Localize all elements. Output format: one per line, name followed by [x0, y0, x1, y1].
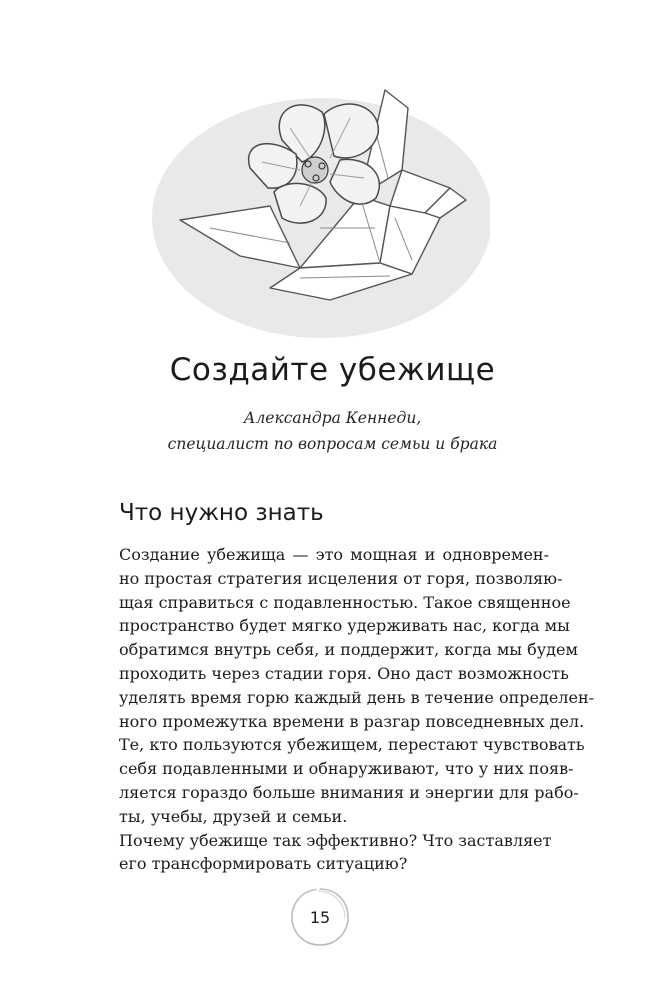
text-line: но простая стратегия исцеления от горя, позволяю- — [119, 568, 563, 588]
page-number: 15 — [309, 907, 331, 927]
text-line: Почему убежище так эффективно? Что заставляет — [119, 830, 552, 850]
text-line: его трансформировать ситуацию? — [119, 854, 408, 874]
text-line: ляется гораздо больше внимания и энергии для рабо- — [119, 782, 579, 802]
text-line: ты, учебы, друзей и семьи. — [119, 806, 348, 826]
section-heading: Что нужно знать — [119, 500, 324, 526]
author-attribution — [0, 405, 665, 457]
page-number-badge — [288, 885, 352, 949]
author-role: специалист по вопросам семьи и брака — [167, 435, 498, 453]
page-title: Создайте убежище — [169, 352, 496, 388]
text-line: Создание убежища — это мощная и одновремен- — [119, 545, 549, 564]
text-line: пространство будет мягко удерживать нас, когда мы — [119, 616, 570, 636]
text-line: Те, кто пользуются убежищем, перестают чувствовать — [119, 735, 585, 755]
text-line: уделять время горю каждый день в течение определен- — [119, 687, 595, 707]
origami-crane-with-flower-icon — [150, 78, 490, 340]
author-name: Александра Кеннеди, — [243, 409, 422, 427]
text-line: обратимся внутрь себя, и поддержит, когда мы будем — [119, 640, 578, 660]
text-line: щая справиться с подавленностью. Такое священное — [119, 592, 571, 612]
body-text — [119, 543, 595, 876]
text-line: себя подавленными и обнаруживают, что у них появ- — [119, 759, 574, 779]
text-line: ного промежутка времени в разгар повседневных дел. — [119, 711, 585, 731]
text-line: проходить через стадии горя. Оно даст возможность — [119, 663, 569, 683]
